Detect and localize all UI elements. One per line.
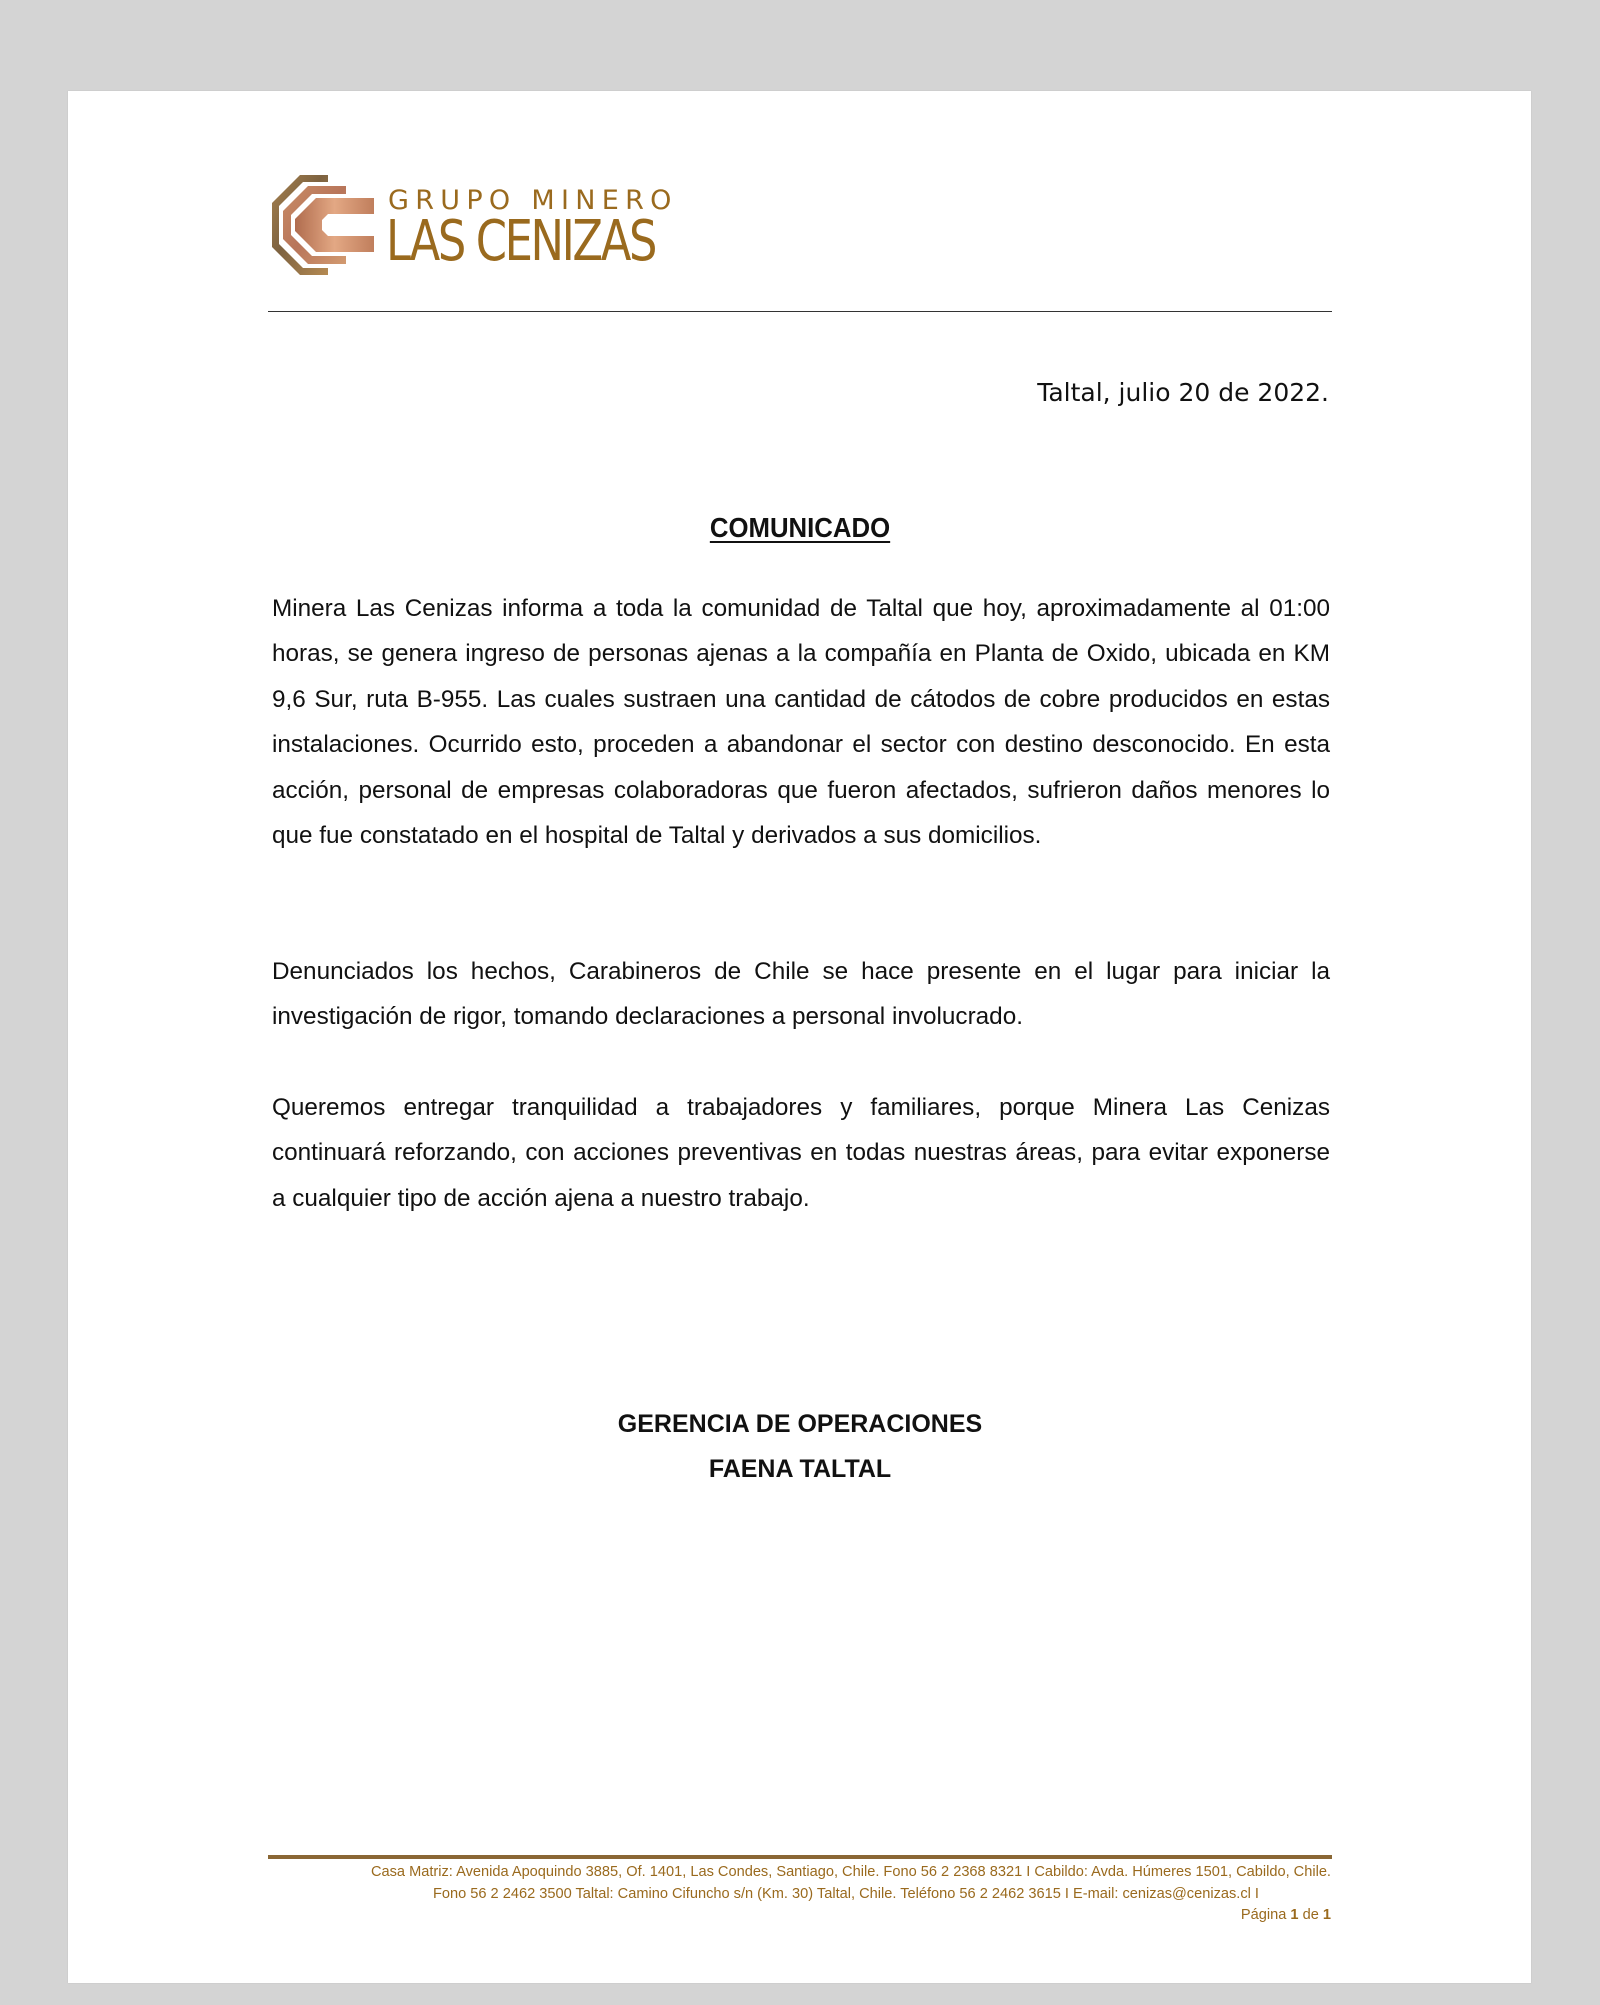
footer-address-line-2: Fono 56 2 2462 3500 Taltal: Camino Cifuncho s/n (Km. 30) Taltal, Chile. Teléfono 56 2 2462 3615 I E-mail: cenizas@cenizas.cl I <box>432 1885 1259 1902</box>
paragraph-police-report: Denunciados los hechos, Carabineros de Chile se hace presente en el lugar para iniciar la investigación de rigor, tomando declaraciones a personal involucrado. <box>272 958 1330 1031</box>
heading-text: COMUNICADO <box>709 512 891 543</box>
company-logo <box>270 173 690 278</box>
logo-text-las-cenizas: LAS CENIZAS <box>386 209 655 274</box>
page-label: Página <box>1240 1907 1287 1923</box>
logo-text-grupo-minero: GRUPO MINERO <box>388 185 678 216</box>
paragraph-incident: Minera Las Cenizas informa a toda la comunidad de Taltal que hoy, aproximadamente al 01:00 horas, se genera ingreso de personas ajenas a la compañía en Planta de Oxido, ubicada en KM 9,6 Sur, ruta B-955. Las cuales sustraen una cantidad de cátodos de cobre producidos en estas instalaciones. Ocurrido esto, proceden a abandonar el sector con destino desconocido. En esta acción, personal de empresas colaboradoras que fueron afectados, sufrieron daños menores lo que fue constatado en el hospital de Taltal y derivados a sus domicilios. <box>272 595 1330 850</box>
signature-block <box>268 1402 1332 1492</box>
signature-line-department: GERENCIA DE OPERACIONES <box>617 1410 983 1438</box>
page-current: 1 <box>1290 1907 1299 1923</box>
grupo-minero-logo-icon <box>270 173 376 277</box>
footer-address-line-1: Casa Matriz: Avenida Apoquindo 3885, Of. 1401, Las Condes, Santiago, Chile. Fono 56 2 2368 8321 I Cabildo: Avda. Húmeres 1501, Cabildo, Chile. <box>370 1864 1331 1880</box>
page-total: 1 <box>1322 1907 1331 1923</box>
header-divider <box>268 311 1332 312</box>
signature-line-site: FAENA TALTAL <box>708 1455 892 1483</box>
document-date: Taltal, julio 20 de 2022. <box>1037 378 1329 407</box>
footer-divider <box>268 1855 1332 1859</box>
document-heading <box>268 512 1332 544</box>
footer <box>268 1862 1331 1927</box>
logo-inner-c <box>295 198 374 252</box>
page-of-label: de <box>1302 1907 1319 1923</box>
paragraph-reassurance: Queremos entregar tranquilidad a trabajadores y familiares, porque Minera Las Cenizas continuará reforzando, con acciones preventivas en todas nuestras áreas, para evitar exponerse a cualquier tipo de acción ajena a nuestro trabajo. <box>272 1094 1330 1212</box>
page-number <box>268 1905 1331 1927</box>
